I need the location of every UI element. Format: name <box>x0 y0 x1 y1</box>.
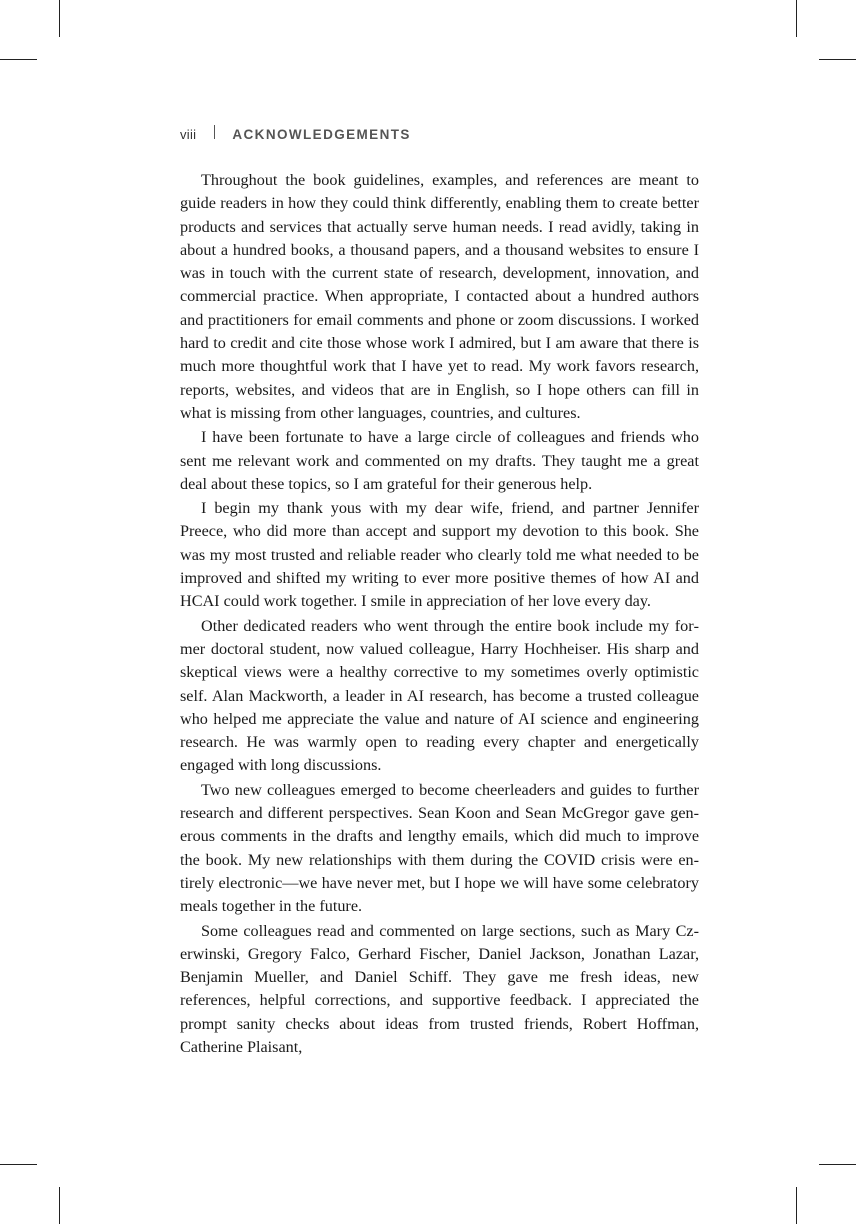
paragraph: I begin my thank yous with my dear wife, friend, and partner Jennifer Preece, who did more than accept and support my devotion to this book. She was my most trusted and reliable reader who clearly told me what needed to be improved and shifted my writing to ever more positive themes of how AI and HCAI could work together. I smile in appreciation of her love every day. <box>180 499 699 611</box>
crop-mark <box>0 59 37 60</box>
crop-mark <box>59 0 60 37</box>
running-head <box>180 124 411 144</box>
page-number: viii <box>180 126 197 142</box>
paragraph: Other dedicated readers who went through the entire book include my former doctoral student, now valued colleague, Harry Hochheiser. His sharp and skeptical views were a healthy corrective to my sometimes overly optimistic self. Alan Mackworth, a leader in AI research, has become a trusted colleague who helped me appreciate the value and nature of AI science and engineering research. He was warmly open to reading every chapter and energetically engaged with long discussions. <box>180 616 699 775</box>
crop-mark <box>819 59 856 60</box>
crop-mark <box>796 1187 797 1224</box>
paragraph: Some colleagues read and commented on large sections, such as Mary Czerwinski, Gregory Falco, Gerhard Fischer, Daniel Jackson, Jonathan Lazar, Benjamin Mueller, and Daniel Schiff. They gave me fresh ideas, new references, helpful corrections, and supportive feedback. I appreciated the prompt sanity checks about ideas from trusted friends, Robert Hoffman, Catherine Plaisant, <box>180 921 699 1056</box>
crop-mark <box>0 1164 37 1165</box>
crop-mark <box>819 1164 856 1165</box>
crop-mark <box>796 0 797 37</box>
crop-mark <box>59 1187 60 1224</box>
paragraph: I have been fortunate to have a large circle of colleagues and friends who sent me relevant work and commented on my drafts. They taught me a great deal about these topics, so I am grateful for their generous help. <box>180 428 699 493</box>
body-text <box>180 169 699 1060</box>
paragraph: Two new colleagues emerged to become cheerleaders and guides to further research and different perspectives. Sean Koon and Sean McGregor gave generous comments in the drafts and lengthy emails, which did much to improve the book. My new relationships with them during the COVID crisis were entirely electronic—we have never met, but I hope we will have some celebratory meals together in the future. <box>180 780 699 916</box>
running-head-title: ACKNOWLEDGEMENTS <box>232 126 411 142</box>
running-head-divider <box>214 125 215 139</box>
paragraph: Throughout the book guidelines, examples, and references are meant to guide readers in how they could think differently, enabling them to create better products and services that actually serve human needs. I read avidly, taking in about a hundred books, a thousand papers, and a thousand websites to ensure I was in touch with the current state of research, development, innovation, and commercial practice. When appropriate, I contacted about a hundred authors and practitioners for email comments and phone or zoom discussions. I worked hard to credit and cite those whose work I admired, but I am aware that there is much more thoughtful work that I have yet to read. My work favors research, reports, websites, and videos that are in English, so I hope others can fill in what is missing from other languages, countries, and cultures. <box>180 171 699 422</box>
